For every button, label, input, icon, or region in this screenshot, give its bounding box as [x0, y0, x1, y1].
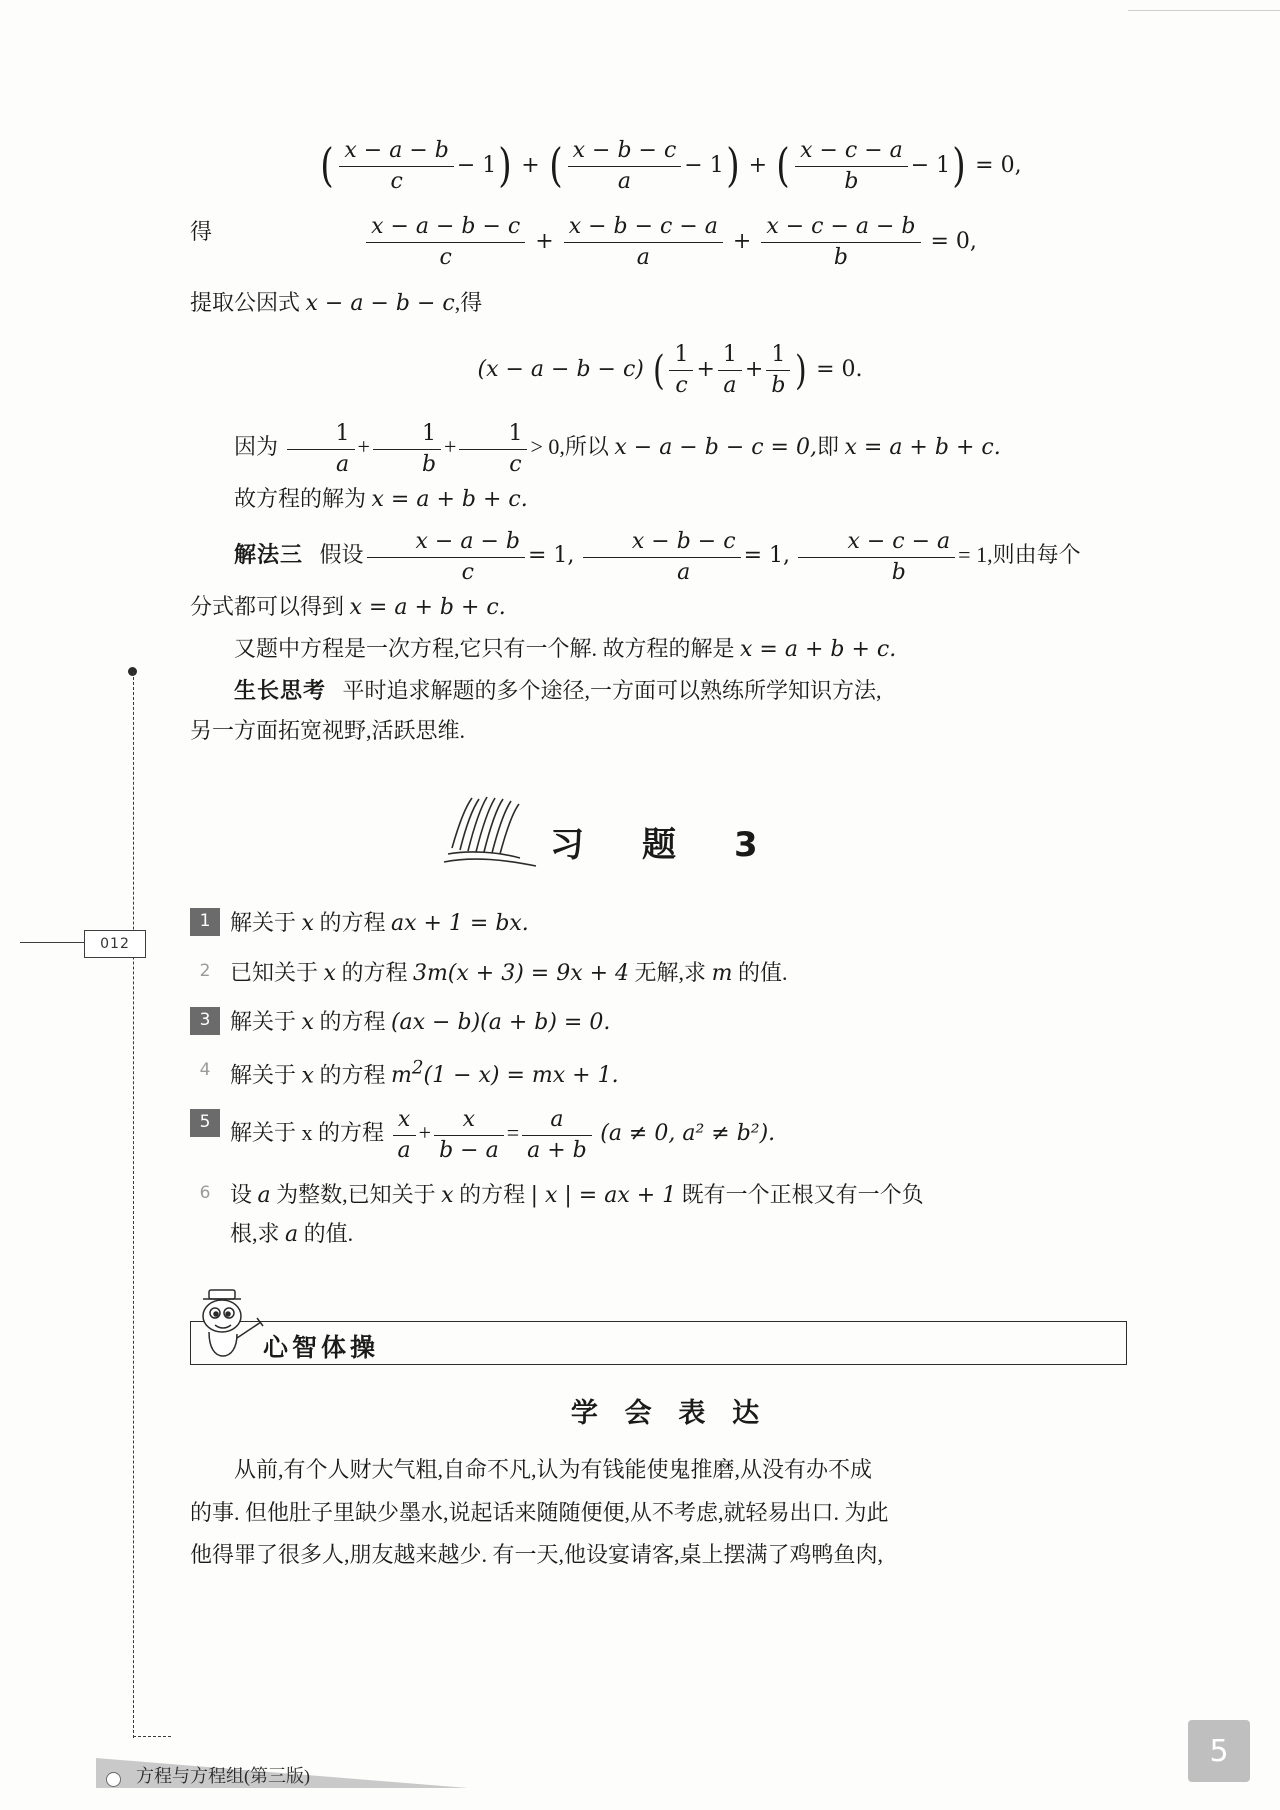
question-text: 解关于 x 的方程 $m^2(1 - x)$ = mx + 1.	[230, 1057, 619, 1088]
because-f3-denominator: c	[509, 451, 522, 477]
story-line-1: 从前,有个人财大气粗,自命不凡,认为有钱能使鬼推磨,从没有办不成	[234, 1456, 873, 1482]
question-text: 已知关于 x 的方程 3m(x + 3) = 9x + 4 无解,求 m 的值.	[230, 959, 788, 986]
question-number: 2	[199, 960, 211, 981]
mind-gym-label: 心智体操	[263, 1334, 380, 1362]
conclusion-math: x = a + b + c.	[371, 487, 528, 513]
conclusion-line	[190, 479, 1150, 521]
note-math: x = a + b + c.	[740, 636, 897, 662]
footer-title: 方程与方程组(第三版)	[136, 1766, 310, 1786]
mind-gym-subtitle: 学 会 表 达	[570, 1397, 770, 1428]
q5-f1-denominator: a	[397, 1138, 411, 1164]
eq1-term3-denominator: b	[844, 168, 859, 194]
m3-f3-denominator: b	[891, 559, 906, 585]
growth-thinking-line-1	[190, 671, 1150, 712]
page-content	[190, 120, 1150, 1577]
margin-dashed-line	[133, 672, 134, 1738]
mascot-icon	[195, 1286, 265, 1362]
eq2-term1-denominator: c	[439, 245, 452, 271]
conclusion-prefix: 故方程的解为	[234, 486, 372, 512]
list-item	[190, 904, 1150, 944]
eq2-tail: = 0,	[930, 229, 977, 255]
because-eq2: x = a + b + c.	[844, 435, 1001, 461]
list-item	[190, 1176, 1150, 1255]
q5-f2-numerator: x	[434, 1105, 504, 1136]
question-number: 3	[190, 1007, 220, 1035]
growth-thinking-label: 生长思考	[234, 677, 327, 703]
question-number: 4	[199, 1059, 211, 1080]
footer-band	[96, 1758, 468, 1794]
exercise-heading	[190, 800, 1150, 890]
mind-gym-paragraph	[190, 1449, 1150, 1578]
equation-line-2-row	[190, 212, 1150, 272]
factor-line-prefix: 提取公因式	[190, 289, 306, 315]
because-eq1: x − a − b − c = 0,	[614, 435, 817, 461]
question-number: 1	[190, 908, 220, 936]
factor-line-suffix: ,得	[454, 289, 483, 315]
eq2-term2-denominator: a	[636, 245, 650, 271]
m3-eq1: = 1,	[527, 543, 575, 569]
list-item	[190, 1053, 1150, 1096]
q5-f3-denominator: a + b	[527, 1138, 587, 1164]
list-item	[190, 1105, 1150, 1165]
story-line-2: 的事. 但他肚子里缺少墨水,说起话来随随便便,从不考虑,就轻易出口. 为此	[190, 1499, 889, 1525]
q5-f2-denominator: b − a	[439, 1138, 499, 1164]
q5-f3-numerator: a	[522, 1105, 592, 1136]
method-three-lead: 假设	[319, 542, 364, 568]
equation-line-1: ( $\frac{x - a - b}{c}$ − 1) + ( $\frac{x - b - c}{a}$ − 1) + ( $\frac{x - c - a}{b}$ − 1) = 0,	[190, 136, 1150, 196]
method-three-line	[190, 527, 1150, 587]
equation-line-2: $\frac{x - a - b - c}{c}$ + $\frac{x - b - c - a}{a}$ + $\frac{x - c - a - b}{b}$ = 0,	[190, 212, 1150, 272]
margin-dashed-tail	[133, 1736, 171, 1737]
question-number: 5	[190, 1109, 220, 1137]
m3-f3-numerator: x − c − a	[798, 527, 955, 558]
eq2-term2-numerator: x − b − c − a	[564, 212, 723, 243]
q5-f1-numerator: x	[393, 1105, 416, 1136]
m3-f2-denominator: a	[677, 559, 691, 585]
eq2-term1-numerator: x − a − b − c	[366, 212, 525, 243]
method-three-line-2	[190, 587, 1150, 629]
eq1-term1-denominator: c	[390, 168, 403, 194]
eq2-term3-denominator: b	[833, 245, 848, 271]
eq3-f1-denominator: c	[675, 373, 688, 399]
m3-tail: = 1,则由每个	[958, 542, 1081, 568]
eq1-tail: = 0,	[975, 153, 1022, 179]
eq3-f2-denominator: a	[723, 373, 737, 399]
eq1-term3-minus-one: − 1	[910, 153, 951, 179]
list-item	[190, 954, 1150, 994]
exercise-list	[190, 904, 1150, 1255]
top-rule-decoration	[1128, 0, 1280, 11]
m3-f1-numerator: x − a − b	[367, 527, 525, 558]
eq1-term1-minus-one: − 1	[456, 153, 497, 179]
because-f1-numerator: 1	[287, 419, 355, 450]
question-text: 解关于 x 的方程 $\frac{x}{a}$ + $\frac{x}{b - a}$ = $\frac{a}{a + b}$ (a ≠ 0, a² ≠ b²).	[230, 1105, 1150, 1165]
m3-f1-denominator: c	[461, 559, 474, 585]
note-line	[190, 629, 1150, 671]
question-text: 解关于 x 的方程 (ax − b)(a + b) = 0.	[230, 1009, 611, 1035]
eq3-f3-denominator: b	[771, 373, 786, 399]
equation-line-3: (x − a − b − c) ( $\frac{1}{c}$ + $\frac{1}{a}$ + $\frac{1}{b}$ ) = 0.	[190, 340, 1150, 400]
question5-prefix: 解关于 x 的方程	[230, 1120, 390, 1146]
eq3-tail: = 0.	[816, 357, 863, 383]
m3-f2-numerator: x − b − c	[583, 527, 741, 558]
page-folio-number: 5	[1188, 1720, 1250, 1782]
because-f1-denominator: a	[335, 451, 350, 477]
side-page-number-rule	[20, 942, 86, 943]
story-line-3: 他得罪了很多人,朋友越来越少. 有一天,他设宴请客,桌上摆满了鸡鸭鱼肉,	[190, 1542, 884, 1568]
eq1-term2-denominator: a	[617, 168, 632, 194]
because-f2-denominator: b	[421, 451, 437, 477]
eq2-term3-numerator: x − c − a − b	[761, 212, 920, 243]
because-line: 因为 $\frac{1}{a}$ + $\frac{1}{b}$ + $\frac{1}{c}$ > 0,所以 x − a − b − c = 0,即 x = a + b + c.	[190, 419, 1150, 479]
because-f2-numerator: 1	[373, 419, 441, 450]
growth-thinking-line-2: 另一方面拓宽视野,活跃思维.	[190, 718, 466, 744]
side-page-number: 012	[84, 930, 146, 958]
eq1-term1-numerator: x − a − b	[339, 136, 453, 167]
eq1-term3-numerator: x − c − a	[795, 136, 908, 167]
eq3-left-factor: (x − a − b − c)	[477, 357, 644, 383]
list-item	[190, 1003, 1150, 1043]
eq1-term2-numerator: x − b − c	[568, 136, 682, 167]
footer-circle-icon	[106, 1772, 121, 1787]
method-three-label: 解法三	[234, 542, 304, 568]
factor-line-math: x − a − b − c	[305, 290, 455, 316]
because-word: 因为	[234, 434, 284, 460]
get-word: 得	[190, 219, 213, 245]
exercise-title: 习 题 3	[550, 825, 770, 865]
mind-gym-box	[190, 1321, 1127, 1365]
eq3-f2-numerator: 1	[718, 340, 742, 371]
question-text: 解关于 x 的方程 ax + 1 = bx.	[230, 910, 529, 936]
m3-eq2: = 1,	[743, 543, 790, 569]
note-prefix: 又题中方程是一次方程,它只有一个解. 故方程的解是	[234, 635, 741, 661]
growth-thinking-text-1: 平时追求解题的多个途径,一方面可以熟练所学知识方法,	[342, 677, 882, 703]
m3-line2-math: x = a + b + c.	[349, 595, 506, 621]
question-number: 6	[199, 1182, 211, 1203]
q5-condition: (a ≠ 0, a² ≠ b²).	[600, 1121, 776, 1147]
m3-line2-prefix: 分式都可以得到	[190, 594, 350, 620]
factor-line	[190, 283, 1150, 325]
question-text: 设 a 为整数,已知关于 x 的方程 | x | = ax + 1 既有一个正根又有一个负 根,求 a 的值.	[230, 1181, 924, 1248]
because-tail-cn: 即	[816, 434, 845, 460]
eq3-f3-numerator: 1	[766, 340, 790, 371]
because-mid: > 0,所以	[530, 434, 615, 460]
because-f3-numerator: 1	[459, 419, 527, 450]
eq3-f1-numerator: 1	[669, 340, 693, 371]
eq1-term2-minus-one: − 1	[684, 153, 724, 179]
